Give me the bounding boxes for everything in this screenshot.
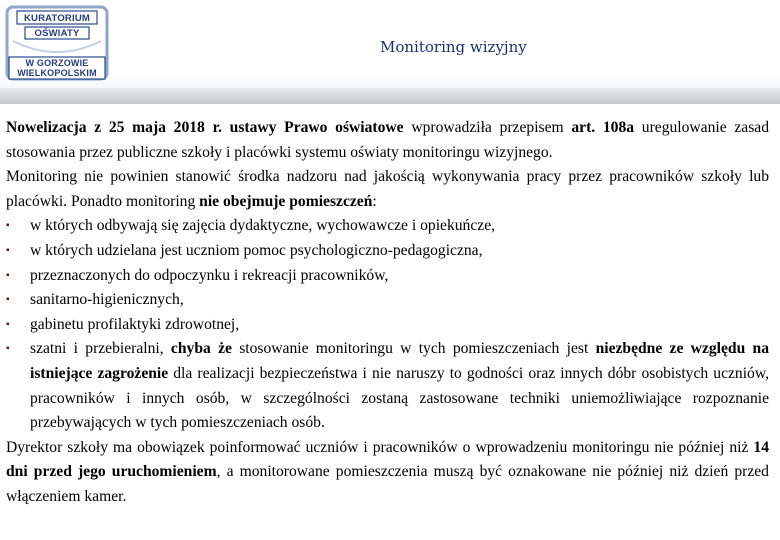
paragraph-director-duty [6,436,769,510]
list-item-text: sanitarno-higienicznych, [30,291,184,309]
cloakroom-text-3: dla realizacji bezpieczeństwa i nie naruszy to godności oraz innych dóbr osobistych uczniów, pracowników i innych osób, w szczególności zostaną zastosowane techniki uniemożliwiające rozpoznanie przebywających w tych pomieszczeniach osób. [30,364,769,432]
scope-text-1: Monitoring nie powinien stanowić środka nadzoru nad jakością wykonywania pracy przez pracowników szkoły lub placówki. Ponadto monitoring [6,168,769,210]
director-text-2: , a monitorowane pomieszczenia muszą być oznakowane nie później niż dzień przed włączeniem kamer. [6,463,769,505]
page-title: Monitoring wizyjny [380,38,527,56]
header-bar [0,0,780,104]
logo-line-3: W GORZOWIE [25,58,89,68]
bullet-icon: ▪ [6,343,10,355]
logo-line-1: KURATORIUM [23,13,91,24]
list-item-text: gabinetu profilaktyki zdrowotnej, [30,315,240,333]
list-item [6,264,769,289]
scope-text-2: : [372,192,377,210]
cloakroom-text-2: stosowanie monitoringu w tych pomieszczeniach jest [231,340,596,358]
list-item [6,214,769,239]
list-item [6,239,769,264]
logo-line-2: OŚWIATY [34,28,80,39]
cloakroom-text-1: szatni i przebieralni, [30,340,171,358]
header-band [0,88,780,104]
bullet-icon: ▪ [6,269,10,281]
amendment-text-2: uregulowanie zasad stosowania przez publiczne szkoły i placówki systemu oświaty monitoringu wizyjnego. [6,119,769,161]
director-deadline: 14 dni przed jego uruchomieniem [6,438,769,481]
bullet-icon: ▪ [6,318,10,330]
amendment-text-1: wprowadziła przepisem [403,119,572,136]
list-item-text: przeznaczonych do odpoczynku i rekreacji pracowników, [30,266,389,284]
cloakroom-exception: chyba że [170,340,232,358]
list-item [6,288,769,313]
bullet-icon: ▪ [6,220,10,232]
bullet-icon: ▪ [6,244,10,256]
list-item-text: w których odbywają się zajęcia dydaktyczne, wychowawcze i opiekuńcze, [30,217,496,235]
bullet-icon: ▪ [6,294,10,306]
logo-line-4: WIELKOPOLSKIM [17,68,97,78]
list-item [6,337,769,435]
amendment-title: Nowelizacja z 25 maja 2018 r. ustawy Prawo oświatowe [6,119,404,136]
list-item [6,313,769,338]
cloakroom-condition: niezbędne ze względu na istniejące zagrożenie [30,340,770,382]
document-body [6,116,769,510]
article-ref: art. 108a [571,119,635,136]
scope-exclusion: nie obejmuje pomieszczeń [199,192,373,210]
paragraph-monitoring-scope [6,165,769,214]
kuratorium-logo [3,3,111,83]
director-text-1: Dyrektor szkoły ma obowiązek poinformować uczniów i pracowników o wprowadzeniu monitoringu nie później niż [6,438,754,456]
list-item-text: w których udzielana jest uczniom pomoc psychologiczno-pedagogiczna, [30,241,483,259]
excluded-rooms-list [6,214,769,435]
paragraph-amendment [6,116,769,165]
